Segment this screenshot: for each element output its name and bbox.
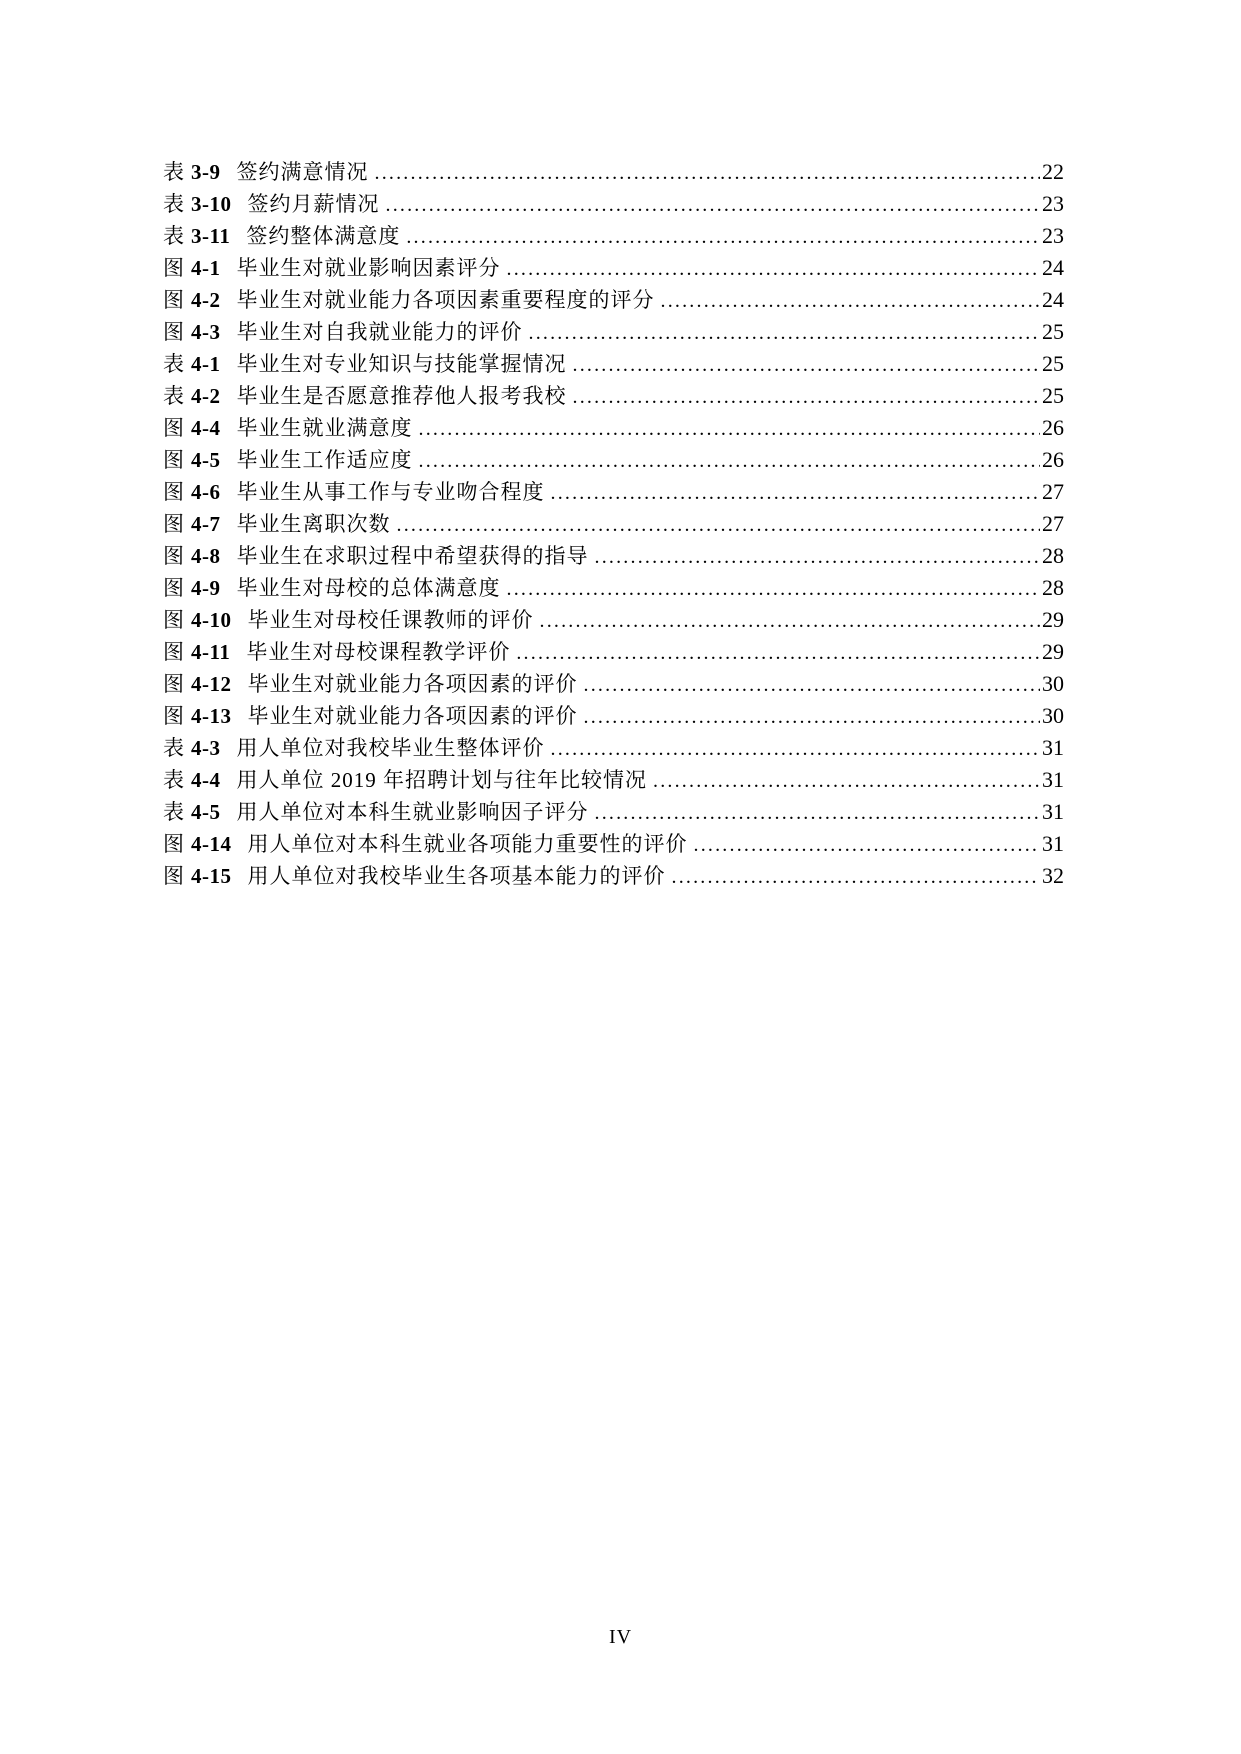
entry-page-number: 23 [1042, 223, 1064, 248]
entry-label-number: 4-8 [191, 544, 221, 568]
entry-label-number: 4-4 [191, 416, 221, 440]
toc-entry[interactable] [163, 668, 1064, 700]
entry-label [163, 860, 232, 892]
entry-label-type: 图 [163, 256, 184, 280]
toc-entry[interactable] [163, 188, 1064, 220]
entry-label-number: 3-11 [191, 224, 231, 248]
entry-page-number: 28 [1042, 575, 1064, 600]
entry-page-number: 27 [1042, 511, 1064, 536]
dotted-leader [406, 221, 1040, 253]
entry-title: 签约整体满意度 [246, 224, 401, 248]
dotted-leader [584, 701, 1041, 733]
entry-title: 毕业生对母校课程教学评价 [246, 640, 511, 664]
entry-title: 毕业生在求职过程中希望获得的指导 [236, 544, 589, 568]
dotted-leader [507, 253, 1041, 285]
entry-label-type: 图 [163, 416, 184, 440]
entry-label-number: 4-2 [191, 288, 221, 312]
entry-label-number: 4-4 [191, 768, 221, 792]
toc-entry[interactable] [163, 316, 1064, 348]
entry-label-number: 4-5 [191, 448, 221, 472]
dotted-leader [551, 477, 1041, 509]
entry-page-number: 22 [1042, 159, 1064, 184]
entry-label-number: 4-1 [191, 352, 221, 376]
toc-entry[interactable] [163, 476, 1064, 508]
entry-title: 毕业生工作适应度 [236, 448, 413, 472]
toc-entry[interactable] [163, 604, 1064, 636]
dotted-leader [694, 829, 1041, 861]
entry-label-number: 4-3 [191, 320, 221, 344]
entry-label [163, 156, 221, 188]
entry-title: 毕业生对母校任课教师的评价 [247, 608, 534, 632]
dotted-leader [573, 381, 1041, 413]
entry-label [163, 540, 221, 572]
toc-entry[interactable] [163, 636, 1064, 668]
entry-label-number: 4-1 [191, 256, 221, 280]
dotted-leader [672, 861, 1041, 893]
toc-entry[interactable] [163, 572, 1064, 604]
entry-label [163, 636, 230, 668]
entry-page-number: 32 [1042, 863, 1064, 888]
entry-label [163, 572, 221, 604]
entry-page-number: 28 [1042, 543, 1064, 568]
entry-label-number: 3-9 [191, 160, 221, 184]
toc-list [163, 156, 1064, 892]
dotted-leader [516, 637, 1040, 669]
entry-label-type: 图 [163, 512, 184, 536]
entry-page-number: 27 [1042, 479, 1064, 504]
entry-page-number: 31 [1042, 831, 1064, 856]
entry-label [163, 668, 232, 700]
entry-label [163, 604, 232, 636]
entry-page-number: 25 [1042, 351, 1064, 376]
toc-entry[interactable] [163, 828, 1064, 860]
entry-page-number: 25 [1042, 383, 1064, 408]
dotted-leader [529, 317, 1041, 349]
entry-title: 毕业生离职次数 [236, 512, 391, 536]
entry-title: 毕业生从事工作与专业吻合程度 [236, 480, 545, 504]
entry-page-number: 24 [1042, 255, 1064, 280]
entry-label-type: 表 [163, 160, 184, 184]
entry-label [163, 412, 221, 444]
entry-page-number: 31 [1042, 799, 1064, 824]
entry-label-number: 4-7 [191, 512, 221, 536]
entry-title: 签约满意情况 [236, 160, 369, 184]
entry-label-type: 图 [163, 704, 184, 728]
entry-label-type: 图 [163, 320, 184, 344]
page-number: IV [608, 1626, 633, 1648]
entry-label-number: 4-11 [191, 640, 231, 664]
entry-label [163, 316, 221, 348]
entry-label [163, 220, 230, 252]
toc-entry[interactable] [163, 380, 1064, 412]
entry-title: 用人单位对本科生就业影响因子评分 [236, 800, 589, 824]
toc-entry[interactable] [163, 764, 1064, 796]
entry-label-type: 表 [163, 800, 184, 824]
entry-label [163, 476, 221, 508]
entry-label-type: 表 [163, 352, 184, 376]
entry-title: 用人单位对本科生就业各项能力重要性的评价 [247, 832, 688, 856]
dotted-leader [595, 541, 1041, 573]
entry-label-type: 图 [163, 576, 184, 600]
toc-entry[interactable] [163, 252, 1064, 284]
entry-label-number: 4-12 [191, 672, 232, 696]
entry-title: 毕业生对就业影响因素评分 [236, 256, 501, 280]
entry-page-number: 29 [1042, 639, 1064, 664]
entry-title: 毕业生对就业能力各项因素的评价 [247, 672, 578, 696]
dotted-leader [551, 733, 1041, 765]
entry-label [163, 188, 232, 220]
entry-page-number: 26 [1042, 415, 1064, 440]
toc-entry[interactable] [163, 860, 1064, 892]
entry-label [163, 444, 221, 476]
dotted-leader [375, 157, 1041, 189]
dotted-leader [573, 349, 1041, 381]
entry-label-type: 表 [163, 736, 184, 760]
entry-label [163, 796, 221, 828]
entry-label-number: 4-6 [191, 480, 221, 504]
entry-page-number: 25 [1042, 319, 1064, 344]
toc-entry[interactable] [163, 796, 1064, 828]
entry-page-number: 26 [1042, 447, 1064, 472]
entry-title: 毕业生是否愿意推荐他人报考我校 [236, 384, 567, 408]
dotted-leader [595, 797, 1041, 829]
entry-title: 签约月薪情况 [247, 192, 380, 216]
entry-label [163, 348, 221, 380]
toc-entry[interactable] [163, 412, 1064, 444]
entry-label-type: 表 [163, 384, 184, 408]
dotted-leader [397, 509, 1041, 541]
entry-label [163, 380, 221, 412]
entry-title: 毕业生对就业能力各项因素的评价 [247, 704, 578, 728]
entry-page-number: 30 [1042, 671, 1064, 696]
entry-label-number: 4-5 [191, 800, 221, 824]
entry-page-number: 31 [1042, 767, 1064, 792]
toc-entry[interactable] [163, 444, 1064, 476]
toc-entry[interactable] [163, 508, 1064, 540]
entry-page-number: 24 [1042, 287, 1064, 312]
entry-page-number: 31 [1042, 735, 1064, 760]
entry-label-number: 4-2 [191, 384, 221, 408]
entry-label [163, 284, 221, 316]
entry-label-type: 图 [163, 288, 184, 312]
entry-title: 毕业生对就业能力各项因素重要程度的评分 [236, 288, 655, 312]
entry-label [163, 828, 232, 860]
entry-label-type: 图 [163, 832, 184, 856]
entry-label-type: 图 [163, 640, 184, 664]
entry-title: 用人单位对我校毕业生各项基本能力的评价 [247, 864, 666, 888]
entry-label-type: 图 [163, 544, 184, 568]
entry-page-number: 30 [1042, 703, 1064, 728]
entry-label [163, 764, 221, 796]
entry-label-number: 4-3 [191, 736, 221, 760]
entry-title: 毕业生对母校的总体满意度 [236, 576, 501, 600]
toc-entry[interactable] [163, 220, 1064, 252]
page-footer [0, 1626, 1241, 1649]
dotted-leader [419, 413, 1041, 445]
dotted-leader [661, 285, 1041, 317]
entry-label [163, 700, 232, 732]
entry-label-type: 表 [163, 768, 184, 792]
entry-title: 毕业生就业满意度 [236, 416, 413, 440]
entry-page-number: 29 [1042, 607, 1064, 632]
toc-entry[interactable] [163, 284, 1064, 316]
dotted-leader [419, 445, 1041, 477]
entry-label-type: 图 [163, 448, 184, 472]
entry-label-number: 4-14 [191, 832, 232, 856]
entry-label [163, 252, 221, 284]
entry-title: 用人单位 2019 年招聘计划与往年比较情况 [236, 768, 647, 792]
entry-title: 毕业生对自我就业能力的评价 [236, 320, 523, 344]
toc-entry[interactable] [163, 156, 1064, 188]
dotted-leader [540, 605, 1041, 637]
dotted-leader [584, 669, 1041, 701]
entry-label-type: 表 [163, 224, 184, 248]
entry-label [163, 732, 221, 764]
entry-label-type: 图 [163, 672, 184, 696]
entry-title: 毕业生对专业知识与技能掌握情况 [236, 352, 567, 376]
entry-label [163, 508, 221, 540]
entry-label-type: 表 [163, 192, 184, 216]
entry-label-type: 图 [163, 864, 184, 888]
entry-page-number: 23 [1042, 191, 1064, 216]
entry-label-type: 图 [163, 480, 184, 504]
toc-entry[interactable] [163, 732, 1064, 764]
entry-label-number: 4-10 [191, 608, 232, 632]
entry-label-number: 3-10 [191, 192, 232, 216]
dotted-leader [653, 765, 1040, 797]
dotted-leader [507, 573, 1041, 605]
dotted-leader [386, 189, 1041, 221]
toc-entry[interactable] [163, 700, 1064, 732]
toc-entry[interactable] [163, 540, 1064, 572]
entry-label-number: 4-13 [191, 704, 232, 728]
entry-label-number: 4-15 [191, 864, 232, 888]
entry-label-type: 图 [163, 608, 184, 632]
entry-label-number: 4-9 [191, 576, 221, 600]
entry-title: 用人单位对我校毕业生整体评价 [236, 736, 545, 760]
toc-entry[interactable] [163, 348, 1064, 380]
